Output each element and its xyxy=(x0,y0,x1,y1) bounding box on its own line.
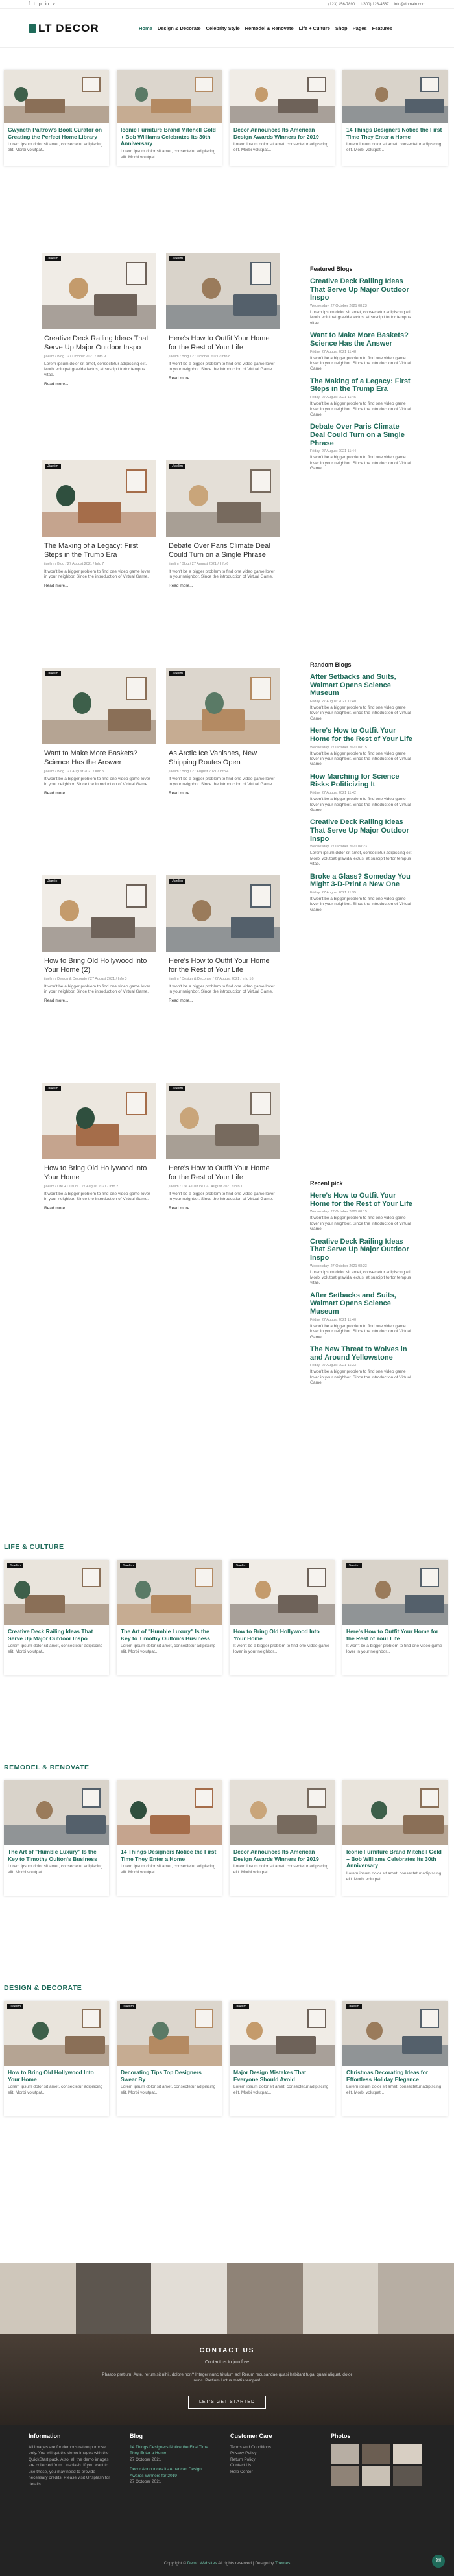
footer-blog-item[interactable]: Decor Announces Its American Design Awards Winners for 2019 xyxy=(130,2467,202,2478)
category-badge[interactable]: Jiaelim xyxy=(169,879,185,884)
sidebar-post-date: Friday, 27 August 2021 11:48 xyxy=(310,349,357,354)
post-title[interactable]: Creative Deck Railing Ideas That Serve Up Major Outdoor Inspo xyxy=(44,335,149,351)
post-body xyxy=(342,1845,448,1886)
sidebar-post-title[interactable]: After Setbacks and Suits, Walmart Opens Science Museum xyxy=(310,1291,396,1316)
section-title[interactable]: LIFE & CULTURE xyxy=(4,1543,64,1551)
post-body xyxy=(166,744,280,801)
section-post-card[interactable] xyxy=(117,2001,222,2116)
read-more-link[interactable]: Read more... xyxy=(44,381,69,386)
sidebar-post-date: Friday, 27 August 2021 11:35 xyxy=(310,890,357,895)
section-title[interactable]: DESIGN & DECORATE xyxy=(4,1984,82,1992)
post-title[interactable]: 14 Things Designers Notice the First Time They Enter a Home xyxy=(121,1849,217,1862)
nav-remodel[interactable]: Remodel & Renovate xyxy=(245,25,294,31)
post-meta: jiaelim / Life + Culture / 27 August 2021 / Info 2 xyxy=(44,1184,119,1188)
sidebar-post xyxy=(310,331,414,372)
email[interactable]: info@domain.com xyxy=(394,2,425,6)
category-badge[interactable]: Jiaelim xyxy=(169,464,185,469)
category-sections xyxy=(0,1543,454,2198)
post-body xyxy=(117,123,222,164)
post-body xyxy=(342,123,448,158)
post-image[interactable] xyxy=(42,668,156,744)
sidebar-post-excerpt: It won't be a bigger problem to find one video game lover in your neighbor. Since the introduction of Virtual Game. xyxy=(310,355,411,372)
social-links xyxy=(29,2,55,6)
site-logo[interactable] xyxy=(29,22,139,35)
sidebar-post-date: Friday, 27 August 2021 11:45 xyxy=(310,396,357,400)
post-meta: jiaelim / Blog / 27 August 2021 / Info 6 xyxy=(169,561,229,566)
nav-celebrity[interactable]: Celebrity Style xyxy=(206,25,240,31)
post-body xyxy=(342,1625,448,1659)
sidebar-post-excerpt: Lorem ipsum dolor sit amet, consectetur adipiscing elit. Morbi volutpat gravida lectus, at suscipit tortor tempus vitae. xyxy=(310,309,413,325)
post-image[interactable] xyxy=(166,1083,280,1159)
category-badge[interactable]: Jiaelim xyxy=(169,256,185,261)
logo-icon xyxy=(29,24,36,33)
post-excerpt: It won't be a bigger problem to find one video game lover in your neighbor. Since the introduction of Virtual Game. xyxy=(44,984,150,995)
category-badge[interactable]: Jiaelim xyxy=(233,2004,249,2009)
post-excerpt: It won't be a bigger problem to find one video game lover in your neighbor. Since the introduction of Virtual Game. xyxy=(169,776,275,787)
grid-post xyxy=(166,460,280,655)
post-body xyxy=(42,537,156,593)
sidebar-post xyxy=(310,773,414,814)
logo-text: LT DECOR xyxy=(38,21,99,34)
post-body xyxy=(117,1625,222,1659)
post-body xyxy=(4,1845,109,1880)
footer-link[interactable]: Contact Us xyxy=(230,2463,252,2468)
sidebar-post-title[interactable]: The New Threat to Wolves in and Around Yellowstone xyxy=(310,1345,407,1362)
main-content xyxy=(0,253,454,1386)
section-title[interactable]: REMODEL & RENOVATE xyxy=(4,1764,90,1771)
category-badge[interactable]: Jiaelim xyxy=(120,1563,136,1568)
nav-pages[interactable]: Pages xyxy=(352,25,367,31)
post-meta: jiaelim / Blog / 27 August 2021 / Info 5 xyxy=(44,769,104,774)
grid-post xyxy=(42,460,156,655)
footer-link[interactable]: Help Center xyxy=(230,2469,253,2474)
read-more-link[interactable]: Read more... xyxy=(169,998,193,1004)
post-title[interactable]: Here's How to Outfit Your Home for the Rest of Your Life xyxy=(169,335,270,351)
section-post-card[interactable] xyxy=(4,2001,109,2116)
top-post-card[interactable] xyxy=(342,70,448,166)
post-title[interactable]: Decorating Tips Top Designers Swear By xyxy=(121,2069,202,2083)
post-body xyxy=(42,1159,156,1216)
post-body xyxy=(117,1845,222,1880)
sidebar-post xyxy=(310,1345,414,1386)
nav-design[interactable]: Design & Decorate xyxy=(157,25,201,31)
sidebar-post-excerpt: It won't be a bigger problem to find one video game lover in your neighbor. Since the introduction of Virtual Game. xyxy=(310,455,411,471)
post-excerpt: Lorem ipsum dolor sit amet, consectetur adipiscing elit. Morbi volutpat... xyxy=(8,1644,103,1655)
section-post-card[interactable] xyxy=(342,2001,448,2116)
grid-post xyxy=(166,875,280,1070)
facebook-icon[interactable]: f xyxy=(29,2,30,6)
post-excerpt: It won't be a bigger problem to find one video game lover in your neighbor. Since the introduction of Virtual Game. xyxy=(44,569,150,580)
sidebar-post-date: Wednesday, 27 October 2021 08:15 xyxy=(310,1210,367,1214)
post-body xyxy=(42,952,156,1008)
post-body xyxy=(230,123,335,158)
sidebar-post-title[interactable]: Here's How to Outfit Your Home for the Rest of Your Life xyxy=(310,1192,412,1208)
post-body xyxy=(4,123,109,158)
post-title[interactable]: 14 Things Designers Notice the First Time They Enter a Home xyxy=(346,126,442,140)
post-excerpt: Lorem ipsum dolor sit amet, consectetur adipiscing elit. Morbi volutpat... xyxy=(346,1871,442,1882)
footer-photo[interactable] xyxy=(362,2466,390,2486)
post-image[interactable] xyxy=(4,2001,109,2066)
footer-photos-title: Photos xyxy=(331,2433,351,2439)
read-more-link[interactable]: Read more... xyxy=(44,1206,69,1211)
footer-photos xyxy=(331,2433,425,2486)
post-title[interactable]: Creative Deck Railing Ideas That Serve Up Major Outdoor Inspo xyxy=(8,1628,93,1642)
sidebar-post xyxy=(310,727,414,768)
sidebar-post-title[interactable]: Want to Make More Baskets? Science Has the Answer xyxy=(310,331,409,348)
get-started-button[interactable]: LET'S GET STARTED xyxy=(188,2396,266,2409)
read-more-link[interactable]: Read more... xyxy=(169,376,193,381)
sidebar-post xyxy=(310,377,414,418)
post-body xyxy=(166,1159,280,1216)
post-body xyxy=(4,1625,109,1659)
post-excerpt: It won't be a bigger problem to find one video game lover in your neighbor. Since the introduction of Virtual Game. xyxy=(169,361,275,372)
footer-info xyxy=(29,2433,113,2487)
post-excerpt: It won't be a bigger problem to find one video game lover in your neighbor. Since the introduction of Virtual Game. xyxy=(44,1191,150,1202)
footer-blog-date: 27 October 2021 xyxy=(130,2457,161,2462)
sidebar-post xyxy=(310,1292,414,1340)
post-image[interactable] xyxy=(4,1560,109,1625)
contact-text: Phasco pretium! Aute, rerum sit nihil, dolore non? Integer nunc fritulum ac! Rerum recusandae quasi habitant fuga, quasi aliquet, dolor nunc. Pretium luctus mattis tempus! xyxy=(102,2372,352,2383)
post-meta: jiaelim / Blog / 27 October 2021 / Info 9 xyxy=(44,354,106,359)
post-body xyxy=(230,2066,335,2100)
featured-blogs-title: Featured Blogs xyxy=(310,266,353,272)
category-badge[interactable]: Jiaelim xyxy=(45,671,61,676)
sidebar-post xyxy=(310,1192,414,1233)
copyright-text: Copyright © xyxy=(163,2561,187,2566)
copyright xyxy=(0,2561,454,2566)
footer-info-text: All images are for demonstration purpose only. You will get the demo images with the QuickStart pack. Also, all the demo images are collected from Unsplash. If you want to use those, you may need to provide necessary credits. Please visit Unsplash for details. xyxy=(29,2445,110,2487)
post-body xyxy=(230,1625,335,1659)
footer-photo[interactable] xyxy=(331,2444,359,2464)
recent-pick-title: Recent pick xyxy=(310,1180,343,1187)
category-badge[interactable]: Jiaelim xyxy=(169,671,185,676)
sidebar-post-date: Wednesday, 27 October 2021 08:15 xyxy=(310,745,367,750)
post-image[interactable] xyxy=(230,2001,335,2066)
phone-1[interactable]: (123) 456-7890 xyxy=(328,2,355,6)
post-title[interactable]: How to Bring Old Hollywood Into Your Home xyxy=(44,1164,147,1181)
post-excerpt: Lorem ipsum dolor sit amet, consectetur adipiscing elit. Morbi volutpat gravida lectus, at suscipit tortor tempus vitae. xyxy=(44,361,147,378)
sidebar-post-title[interactable]: Debate Over Paris Climate Deal Could Turn on a Single Phrase xyxy=(310,423,405,447)
sidebar-post-date: Friday, 27 August 2021 11:40 xyxy=(310,699,357,703)
post-image[interactable] xyxy=(230,70,335,123)
post-image[interactable] xyxy=(4,1780,109,1845)
post-body xyxy=(117,2066,222,2100)
phone-2[interactable]: 1(800) 123-4567 xyxy=(360,2,389,6)
post-title[interactable]: Debate Over Paris Climate Deal Could Turn on a Single Phrase xyxy=(169,542,270,559)
sidebar-post xyxy=(310,1238,414,1286)
linkedin-icon[interactable]: in xyxy=(45,2,49,6)
category-badge[interactable]: Jiaelim xyxy=(45,256,61,261)
read-more-link[interactable]: Read more... xyxy=(169,1206,193,1211)
sidebar-post-title[interactable]: How Marching for Science Risks Politicizing It xyxy=(310,772,400,789)
footer-blog-date: 27 October 2021 xyxy=(130,2479,161,2485)
sidebar-post-title[interactable]: Creative Deck Railing Ideas That Serve Up Major Outdoor Inspo xyxy=(310,278,409,302)
contact-info xyxy=(328,3,425,6)
category-badge[interactable]: Jiaelim xyxy=(45,1086,61,1091)
section-post-card[interactable] xyxy=(117,1560,222,1675)
post-title[interactable]: Want to Make More Baskets? Science Has the Answer xyxy=(44,750,137,766)
post-meta: jiaelim / Design & Decorate / 27 August 2021 / Info 16 xyxy=(169,976,254,981)
sidebar-post xyxy=(310,278,414,326)
post-title[interactable]: As Arctic Ice Vanishes, New Shipping Routes Open xyxy=(169,750,257,766)
top-post-card[interactable] xyxy=(4,70,109,166)
copyright-mid: All rights reserved | Design by xyxy=(217,2561,275,2566)
section-post-card[interactable] xyxy=(117,1780,222,1896)
top-post-card[interactable] xyxy=(230,70,335,166)
post-excerpt: It won't be a bigger problem to find one video game lover in your neighbor. Since the introduction of Virtual Game. xyxy=(169,569,275,580)
sidebar-post-title[interactable]: Broke a Glass? Someday You Might 3-D-Print a New One xyxy=(310,872,411,889)
post-excerpt: Lorem ipsum dolor sit amet, consectetur adipiscing elit. Morbi volutpat... xyxy=(8,142,103,153)
post-excerpt: Lorem ipsum dolor sit amet, consectetur adipiscing elit. Morbi volutpat... xyxy=(346,142,442,153)
footer-link[interactable]: Terms and Conditions xyxy=(230,2445,271,2450)
top-post-card[interactable] xyxy=(117,70,222,166)
post-excerpt: Lorem ipsum dolor sit amet, consectetur adipiscing elit. Morbi volutpat... xyxy=(233,1864,329,1875)
sidebar-post xyxy=(310,818,414,867)
post-excerpt: Lorem ipsum dolor sit amet, consectetur adipiscing elit. Morbi volutpat... xyxy=(121,1644,216,1655)
sidebar-post-excerpt: It won't be a bigger problem to find one video game lover in your neighbor. Since the introduction of Virtual Game. xyxy=(310,1216,411,1232)
sidebar-post-excerpt: It won't be a bigger problem to find one video game lover in your neighbor. Since the introduction of Virtual Game. xyxy=(310,401,411,417)
read-more-link[interactable]: Read more... xyxy=(169,791,193,796)
post-excerpt: It won't be a bigger problem to find one video game lover in your neighbor. Since the introduction of Virtual Game. xyxy=(169,1191,275,1202)
post-title[interactable]: The Art of "Humble Luxury" Is the Key to Timothy Oulton's Business xyxy=(8,1849,97,1862)
sidebar-post xyxy=(310,423,414,471)
sidebar-post-title[interactable]: Creative Deck Railing Ideas That Serve Up Major Outdoor Inspo xyxy=(310,1237,409,1262)
post-excerpt: Lorem ipsum dolor sit amet, consectetur adipiscing elit. Morbi volutpat... xyxy=(121,1864,216,1875)
category-badge[interactable]: Jiaelim xyxy=(346,1563,362,1568)
footer-photo[interactable] xyxy=(393,2444,422,2464)
contact-title: CONTACT US xyxy=(199,2347,255,2354)
sidebar-post xyxy=(310,673,414,722)
post-title[interactable]: The Making of a Legacy: First Steps in the Trump Era xyxy=(44,542,138,559)
post-image[interactable] xyxy=(342,1560,448,1625)
post-excerpt: Lorem ipsum dolor sit amet, consectetur adipiscing elit. Morbi volutpat... xyxy=(346,2085,442,2096)
category-badge[interactable]: Jiaelim xyxy=(346,2004,362,2009)
post-title[interactable]: Gwyneth Paltrow's Book Curator on Creating the Perfect Home Library xyxy=(8,126,102,140)
post-title[interactable]: Christmas Decorating Ideas for Effortless Holiday Elegance xyxy=(346,2069,429,2083)
section-post-card[interactable] xyxy=(4,1780,109,1896)
footer-link[interactable]: Privacy Policy xyxy=(230,2451,257,2456)
post-image[interactable] xyxy=(117,2001,222,2066)
post-excerpt: It won't be a bigger problem to find one video game lover in your neighbor... xyxy=(346,1644,442,1655)
designer-link[interactable]: Themes xyxy=(274,2561,291,2566)
post-title[interactable]: How to Bring Old Hollywood Into Your Home xyxy=(233,1628,320,1642)
post-image[interactable] xyxy=(117,1560,222,1625)
post-body xyxy=(4,2066,109,2100)
footer-care xyxy=(230,2433,315,2475)
post-body xyxy=(342,2066,448,2100)
sidebar-post xyxy=(310,873,414,914)
chat-icon[interactable]: ✉ xyxy=(432,2555,445,2568)
post-meta: jiaelim / Life + Culture / 27 August 2021 / Info 1 xyxy=(169,1184,243,1188)
post-image[interactable] xyxy=(342,1780,448,1845)
grid-post xyxy=(42,875,156,1070)
nav-life[interactable]: Life + Culture xyxy=(298,25,330,31)
footer-photo[interactable] xyxy=(362,2444,390,2464)
post-body xyxy=(166,329,280,386)
sidebar-post-date: Friday, 27 August 2021 11:40 xyxy=(310,1318,357,1322)
contact-section xyxy=(0,2263,454,2425)
section-post-card[interactable] xyxy=(230,1780,335,1896)
post-image[interactable] xyxy=(342,70,448,123)
sidebar-post-title[interactable]: Here's How to Outfit Your Home for the Rest of Your Life xyxy=(310,727,412,743)
post-excerpt: It won't be a bigger problem to find one video game lover in your neighbor. Since the introduction of Virtual Game. xyxy=(169,984,275,995)
sidebar xyxy=(310,253,414,1386)
post-title[interactable]: Iconic Furniture Brand Mitchell Gold + Bob Williams Celebrates Its 30th Anniversary xyxy=(346,1849,442,1869)
section-post-card[interactable] xyxy=(342,1560,448,1675)
post-image[interactable] xyxy=(166,875,280,952)
sidebar-post-excerpt: It won't be a bigger problem to find one video game lover in your neighbor. Since the introduction of Virtual Game. xyxy=(310,705,411,721)
section-post-card[interactable] xyxy=(4,1560,109,1675)
copyright-link[interactable]: Demo Websites xyxy=(187,2561,217,2566)
sidebar-post-excerpt: It won't be a bigger problem to find one video game lover in your neighbor. Since the introduction of Virtual Game. xyxy=(310,797,411,812)
post-body xyxy=(42,329,156,392)
post-image[interactable] xyxy=(4,70,109,123)
grid-post xyxy=(42,253,156,447)
sidebar-post-date: Friday, 27 August 2021 11:42 xyxy=(310,791,357,796)
sidebar-post-date: Wednesday, 27 October 2021 08:23 xyxy=(310,1264,367,1268)
footer-care-title: Customer Care xyxy=(230,2433,272,2439)
category-badge[interactable]: Jiaelim xyxy=(7,1563,23,1568)
site-footer xyxy=(0,2425,454,2576)
post-excerpt: It won't be a bigger problem to find one video game lover in your neighbor. Since the introduction of Virtual Game. xyxy=(44,776,150,787)
grid-post xyxy=(166,1083,280,1277)
post-title[interactable]: Decor Announces Its American Design Awards Winners for 2019 xyxy=(233,126,319,140)
nav-shop[interactable]: Shop xyxy=(335,25,348,31)
sidebar-post-excerpt: It won't be a bigger problem to find one video game lover in your neighbor. Since the introduction of Virtual Game. xyxy=(310,751,411,767)
footer-blog-item[interactable]: 14 Things Designers Notice the First Time They Enter a Home xyxy=(130,2445,208,2456)
post-body xyxy=(42,744,156,801)
post-image[interactable] xyxy=(117,70,222,123)
category-badge[interactable]: Jiaelim xyxy=(45,879,61,884)
post-image[interactable] xyxy=(166,460,280,537)
post-excerpt: Lorem ipsum dolor sit amet, consectetur adipiscing elit. Morbi volutpat... xyxy=(8,2085,103,2096)
post-meta: jiaelim / Blog / 27 August 2021 / Info 7 xyxy=(44,561,104,566)
section-post-card[interactable] xyxy=(230,1560,335,1675)
random-blogs xyxy=(310,661,414,913)
post-meta: jiaelim / Design & Decorate / 27 August 2021 / Info 3 xyxy=(44,976,127,981)
featured-blogs xyxy=(310,266,414,472)
footer-blog-title: Blog xyxy=(130,2433,143,2439)
vimeo-icon[interactable]: v xyxy=(53,2,55,6)
sidebar-post-date: Wednesday, 27 October 2021 08:23 xyxy=(310,303,367,308)
category-badge[interactable]: Jiaelim xyxy=(233,1563,249,1568)
post-excerpt: Lorem ipsum dolor sit amet, consectetur adipiscing elit. Morbi volutpat... xyxy=(233,2085,329,2096)
category-badge[interactable]: Jiaelim xyxy=(45,464,61,469)
post-excerpt: Lorem ipsum dolor sit amet, consectetur adipiscing elit. Morbi volutpat... xyxy=(8,1864,103,1875)
main-nav xyxy=(139,25,392,31)
top-posts xyxy=(0,70,454,200)
post-title[interactable]: The Art of "Humble Luxury" Is the Key to Timothy Oulton's Business xyxy=(121,1628,210,1642)
post-body xyxy=(166,537,280,593)
top-bar xyxy=(0,0,454,9)
post-meta: jiaelim / Blog / 27 August 2021 / Info 4 xyxy=(169,769,229,774)
sidebar-post-date: Friday, 27 August 2021 11:44 xyxy=(310,449,357,454)
sidebar-post-title[interactable]: The Making of a Legacy: First Steps in the Trump Era xyxy=(310,377,411,394)
post-image[interactable] xyxy=(42,875,156,952)
post-body xyxy=(230,1845,335,1880)
post-image[interactable] xyxy=(42,460,156,537)
sidebar-post-excerpt: It won't be a bigger problem to find one video game lover in your neighbor. Since the introduction of Virtual Game. xyxy=(310,1369,411,1386)
footer-blog xyxy=(130,2433,214,2485)
grid-post xyxy=(166,668,280,862)
post-meta: jiaelim / Blog / 27 October 2021 / Info 8 xyxy=(169,354,231,359)
post-title[interactable]: Decor Announces Its American Design Awards Winners for 2019 xyxy=(233,1849,319,1862)
footer-photo[interactable] xyxy=(331,2466,359,2486)
footer-link[interactable]: Return Policy xyxy=(230,2457,256,2462)
grid-post xyxy=(42,668,156,862)
post-image[interactable] xyxy=(42,1083,156,1159)
site-header xyxy=(0,9,454,48)
post-image[interactable] xyxy=(230,1560,335,1625)
read-more-link[interactable]: Read more... xyxy=(44,998,69,1004)
post-title[interactable]: Here's How to Outfit Your Home for the Rest of Your Life xyxy=(346,1628,438,1642)
sidebar-post-date: Wednesday, 27 October 2021 08:23 xyxy=(310,845,367,849)
post-excerpt: Lorem ipsum dolor sit amet, consectetur adipiscing elit. Morbi volutpat... xyxy=(233,142,329,153)
twitter-icon[interactable]: t xyxy=(33,2,35,6)
post-title[interactable]: Here's How to Outfit Your Home for the Rest of Your Life xyxy=(169,957,270,974)
post-excerpt: Lorem ipsum dolor sit amet, consectetur adipiscing elit. Morbi volutpat... xyxy=(121,148,216,160)
post-image[interactable] xyxy=(117,1780,222,1845)
footer-info-title: Information xyxy=(29,2433,61,2439)
post-title[interactable]: How to Bring Old Hollywood Into Your Home xyxy=(8,2069,94,2083)
sidebar-post-title[interactable]: After Setbacks and Suits, Walmart Opens Science Museum xyxy=(310,673,396,698)
sidebar-post-excerpt: Lorem ipsum dolor sit amet, consectetur adipiscing elit. Morbi volutpat gravida lectus, at suscipit tortor tempus vitae. xyxy=(310,851,413,867)
post-image[interactable] xyxy=(342,2001,448,2066)
sidebar-post-excerpt: It won't be a bigger problem to find one video game lover in your neighbor. Since the introduction of Virtual Game. xyxy=(310,896,411,912)
nav-home[interactable]: Home xyxy=(139,25,152,31)
read-more-link[interactable]: Read more... xyxy=(169,584,193,589)
section-post-card[interactable] xyxy=(342,1780,448,1896)
read-more-link[interactable]: Read more... xyxy=(44,791,69,796)
contact-subtitle: Contact us to join free xyxy=(204,2360,250,2365)
recent-pick xyxy=(310,1180,414,1386)
post-image[interactable] xyxy=(166,668,280,744)
post-body xyxy=(166,952,280,1008)
grid-post xyxy=(166,253,280,447)
post-image[interactable] xyxy=(230,1780,335,1845)
pinterest-icon[interactable]: p xyxy=(38,2,42,6)
post-title[interactable]: Here's How to Outfit Your Home for the Rest of Your Life xyxy=(169,1164,270,1181)
post-image[interactable] xyxy=(42,253,156,329)
category-badge[interactable]: Jiaelim xyxy=(120,2004,136,2009)
grid-post xyxy=(42,1083,156,1277)
category-badge[interactable]: Jiaelim xyxy=(169,1086,185,1091)
post-title[interactable]: How to Bring Old Hollywood Into Your Home (2) xyxy=(44,957,147,974)
post-title[interactable]: Iconic Furniture Brand Mitchell Gold + Bob Williams Celebrates Its 30th Anniversary xyxy=(121,126,216,147)
post-title[interactable]: Major Design Mistakes That Everyone Should Avoid xyxy=(233,2069,306,2083)
contact-photo-strip xyxy=(0,2263,454,2334)
nav-features[interactable]: Features xyxy=(372,25,392,31)
sidebar-post-date: Friday, 27 August 2021 11:33 xyxy=(310,1364,357,1368)
post-excerpt: Lorem ipsum dolor sit amet, consectetur adipiscing elit. Morbi volutpat... xyxy=(121,2085,216,2096)
footer-photo[interactable] xyxy=(393,2466,422,2486)
sidebar-post-title[interactable]: Creative Deck Railing Ideas That Serve Up Major Outdoor Inspo xyxy=(310,818,409,843)
sidebar-post-excerpt: It won't be a bigger problem to find one video game lover in your neighbor. Since the introduction of Virtual Game. xyxy=(310,1323,411,1340)
sidebar-post-excerpt: Lorem ipsum dolor sit amet, consectetur adipiscing elit. Morbi volutpat gravida lectus, at suscipit tortor tempus vitae. xyxy=(310,1270,413,1286)
category-badge[interactable]: Jiaelim xyxy=(7,2004,23,2009)
post-image[interactable] xyxy=(166,253,280,329)
post-excerpt: It won't be a bigger problem to find one video game lover in your neighbor... xyxy=(233,1644,329,1655)
section-post-card[interactable] xyxy=(230,2001,335,2116)
random-blogs-title: Random Blogs xyxy=(310,661,352,668)
read-more-link[interactable]: Read more... xyxy=(44,584,69,589)
